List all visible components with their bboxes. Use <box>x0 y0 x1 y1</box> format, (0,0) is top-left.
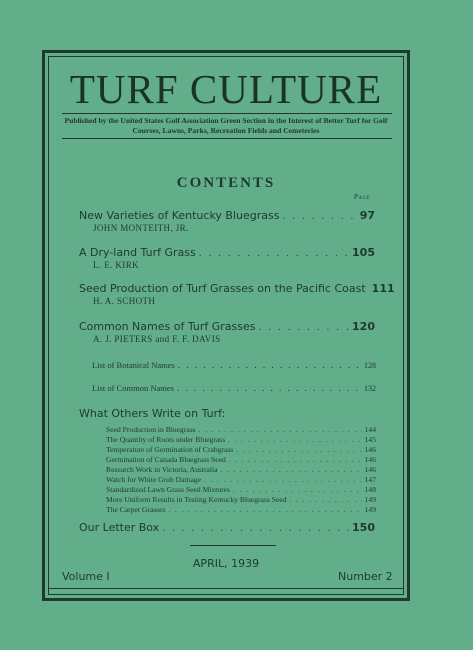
article-title: A Dry-land Turf Grass <box>79 246 196 259</box>
number-label: Number 2 <box>338 570 393 583</box>
article-author: A. J. PIETERS and F. F. DAVIS <box>93 334 221 344</box>
page-number: 148 <box>364 485 376 494</box>
sub-title: Temperature of Germination of Crabgrass <box>106 445 234 454</box>
page-number: 146 <box>364 445 376 454</box>
toc-entry-sub[interactable] <box>106 465 376 475</box>
toc-entry-sub[interactable] <box>106 445 376 455</box>
page-number: 149 <box>364 495 376 504</box>
section-heading: What Others Write on Turf: <box>79 407 226 420</box>
article-title: Seed Production of Turf Grasses on the Pacific Coast <box>79 282 366 295</box>
page-number: 147 <box>364 475 376 484</box>
leader-dots <box>290 495 362 505</box>
toc-entry-sub[interactable] <box>106 425 376 435</box>
sub-title: More Uniform Results in Testing Kentucky Bluegrass Seed <box>106 495 287 504</box>
sub-title: Research Work in Victoria, Australia <box>106 465 218 474</box>
article-author: H. A. SCHOTH <box>93 296 156 306</box>
toc-entry-sub[interactable] <box>106 495 376 505</box>
sub-title: Standardized Lawn Grass Seed Mixtures <box>106 485 230 494</box>
title-rule <box>62 113 392 114</box>
leader-dots <box>168 505 361 515</box>
leader-dots <box>229 455 362 465</box>
bottom-rule <box>48 588 404 589</box>
page-number: 97 <box>359 209 375 222</box>
list-title: List of Botanical Names <box>92 360 175 370</box>
toc-entry-sub[interactable] <box>106 475 376 485</box>
page-number: 149 <box>364 505 376 514</box>
page-number: 120 <box>352 320 375 333</box>
leader-dots <box>258 323 349 333</box>
toc-entry-article[interactable] <box>79 320 375 333</box>
toc-entry-article[interactable] <box>79 282 395 295</box>
page-column-label: Page <box>354 193 371 201</box>
page-number: 128 <box>364 361 376 370</box>
list-title: List of Common Names <box>92 383 174 393</box>
page-number: 111 <box>371 282 395 295</box>
toc-entry-sub[interactable] <box>106 435 376 445</box>
toc-entry-sub[interactable] <box>106 505 376 515</box>
leader-dots <box>199 425 362 435</box>
magazine-title: TURF CULTURE <box>69 66 383 112</box>
masthead-subtitle: Published by the United States Golf Association Green Section in the Interest of Better Turf for Golf Courses, Lawns, Parks, Recreation Fields and Cemeteries <box>64 116 388 135</box>
page-number: 150 <box>352 521 375 534</box>
leader-dots <box>220 465 361 475</box>
leader-dots <box>282 212 356 222</box>
sub-title: Germination of Canada Bluegrass Seed <box>106 455 226 464</box>
leader-dots <box>162 524 349 534</box>
leader-dots <box>233 485 362 495</box>
toc-entry-article[interactable] <box>79 209 375 222</box>
leader-dots <box>177 383 361 393</box>
sub-title: Seed Production in Bluegrass <box>106 425 196 434</box>
toc-entry-article[interactable] <box>79 246 375 259</box>
sub-title: Watch for White Grub Damage <box>106 475 201 484</box>
sub-title: The Carpet Grasses <box>106 505 166 514</box>
toc-entry-sub[interactable] <box>106 485 376 495</box>
letter-box-title: Our Letter Box <box>79 521 160 534</box>
article-title: Common Names of Turf Grasses <box>79 320 256 333</box>
leader-dots <box>199 249 349 259</box>
sub-title: The Quantity of Roots under Bluegrass <box>106 435 226 444</box>
page-number: 146 <box>364 465 376 474</box>
leader-dots <box>228 435 361 445</box>
subtitle-rule <box>62 138 392 139</box>
issue-date: APRIL, 1939 <box>192 557 260 570</box>
toc-entry-list[interactable] <box>92 360 376 370</box>
article-author: JOHN MONTEITH, JR. <box>93 223 189 233</box>
volume-label: Volume I <box>62 570 110 583</box>
leader-dots <box>178 360 361 370</box>
footer-rule <box>190 545 276 546</box>
leader-dots <box>204 475 362 485</box>
page-number: 132 <box>364 384 376 393</box>
article-author: L. E. KIRK <box>93 260 139 270</box>
toc-entry-letter-box[interactable] <box>79 521 375 534</box>
contents-heading: CONTENTS <box>176 175 276 191</box>
toc-entry-sub[interactable] <box>106 455 376 465</box>
toc-entry-list[interactable] <box>92 383 376 393</box>
leader-dots <box>236 445 361 455</box>
page-number: 146 <box>364 455 376 464</box>
page-number: 144 <box>364 425 376 434</box>
article-title: New Varieties of Kentucky Bluegrass <box>79 209 280 222</box>
page-number: 145 <box>364 435 376 444</box>
page-number: 105 <box>352 246 375 259</box>
